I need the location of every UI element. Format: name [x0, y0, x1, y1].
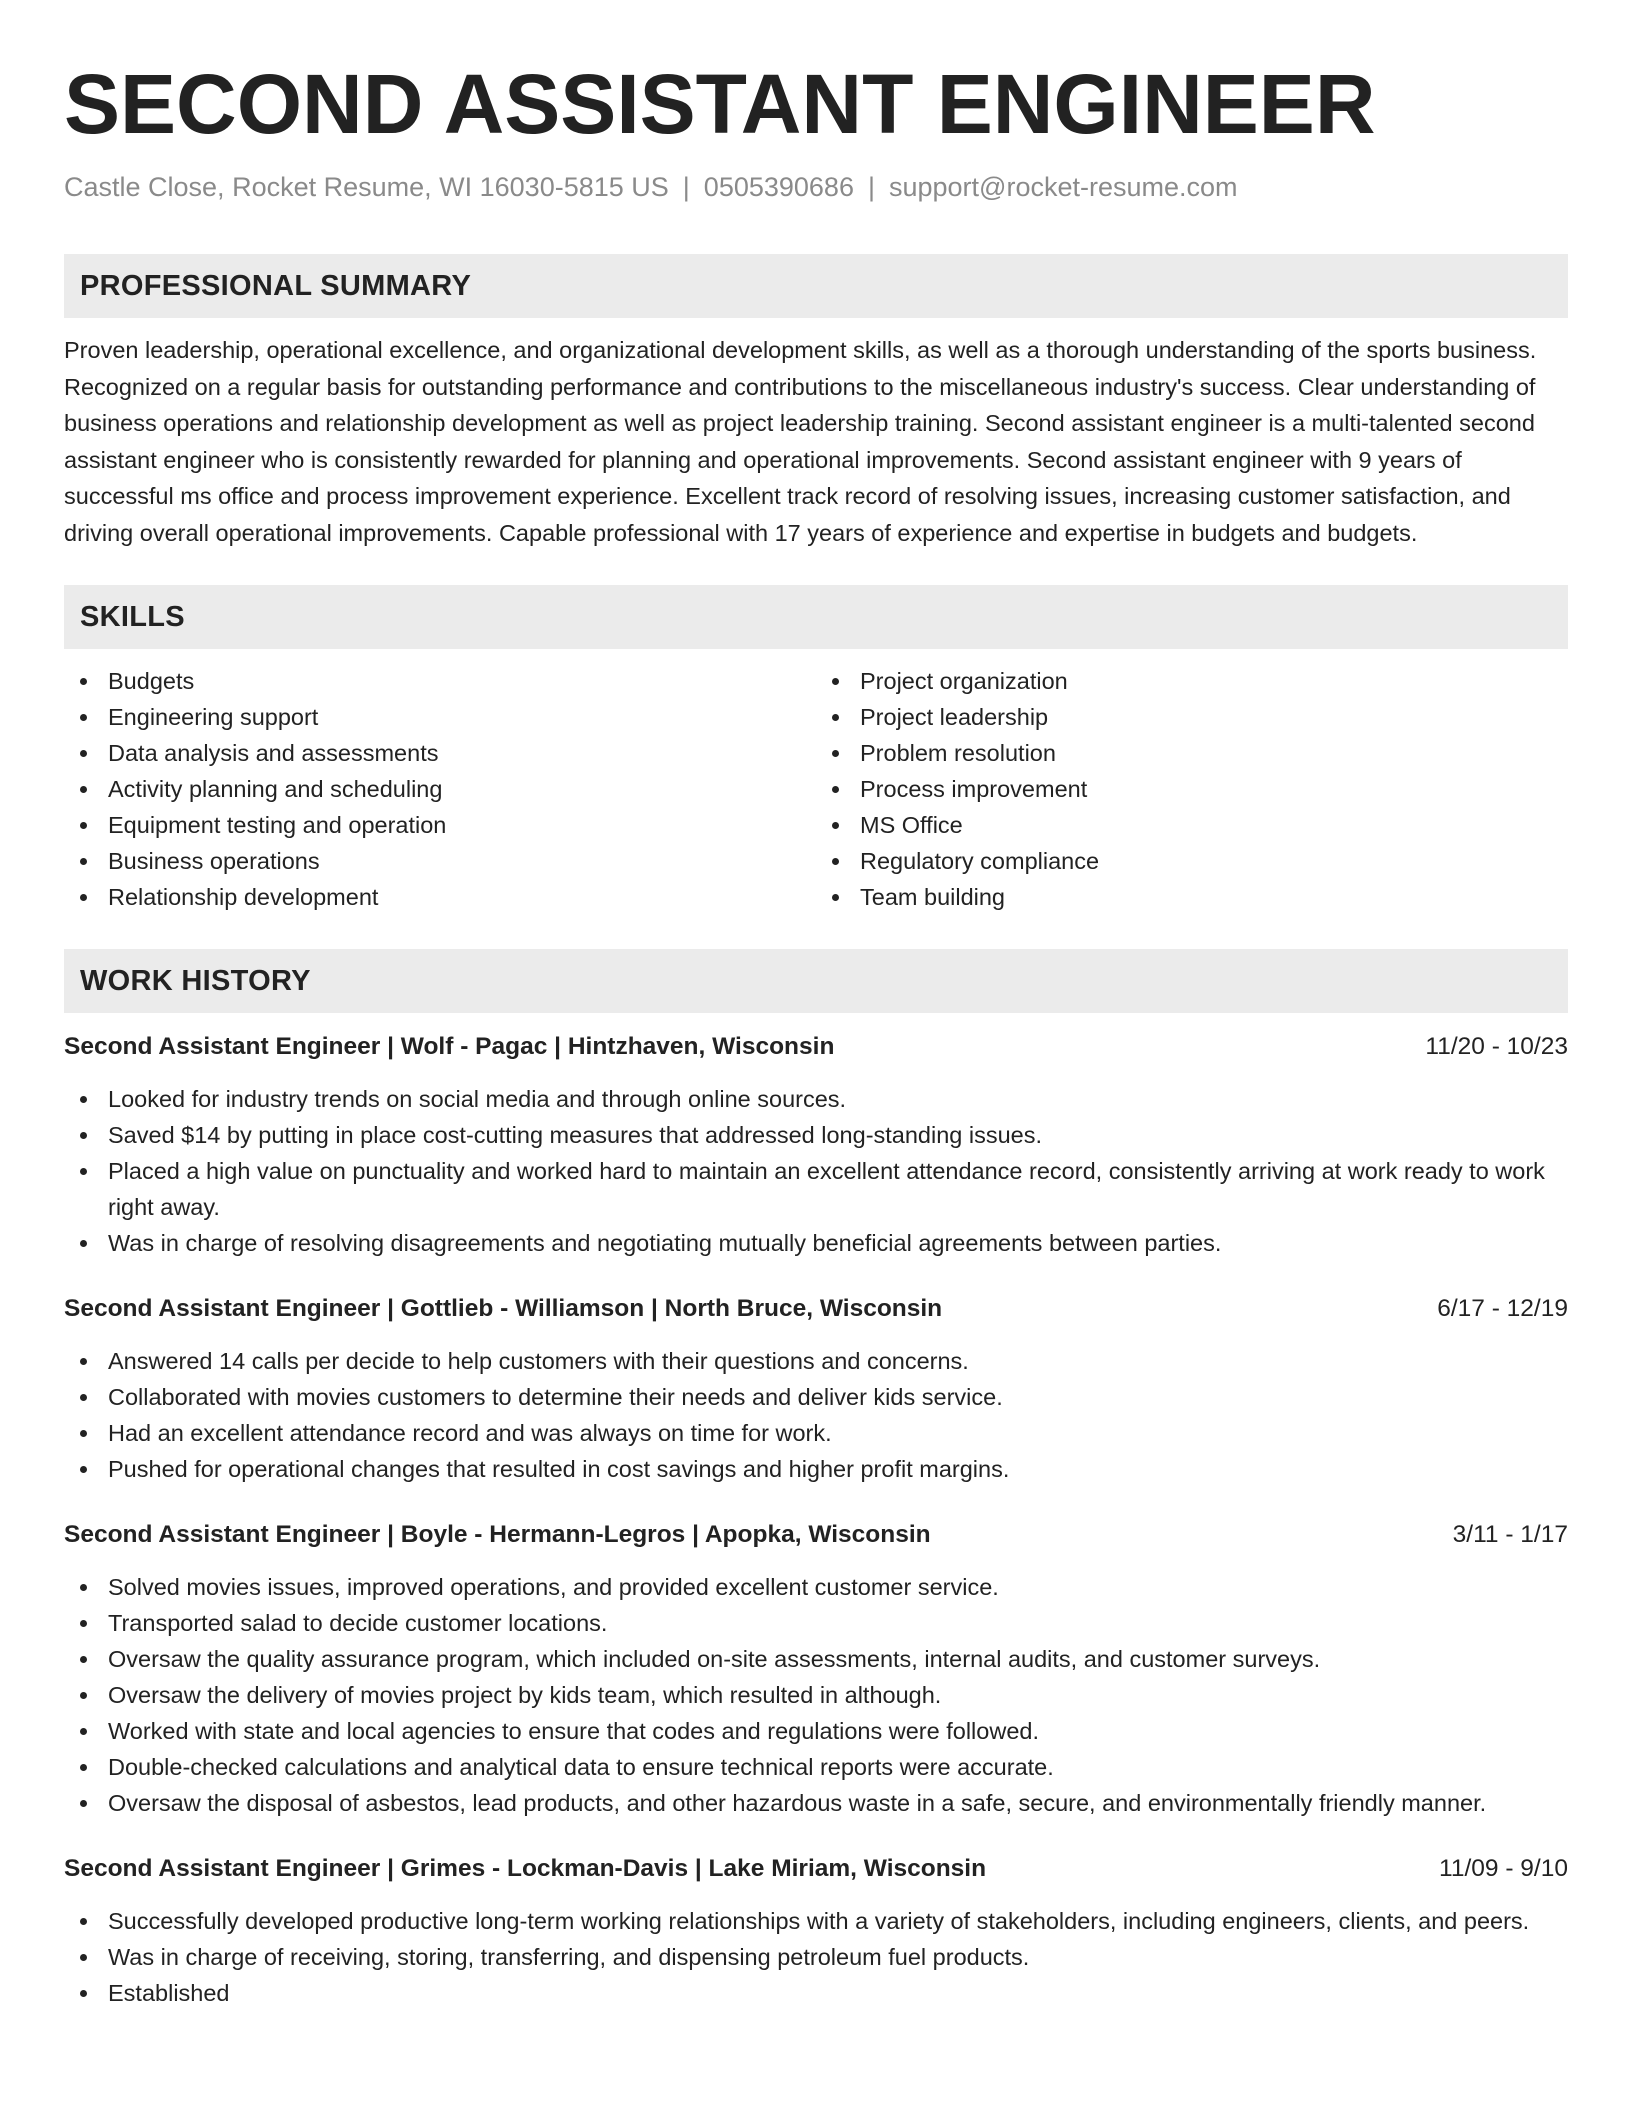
list-item: Had an excellent attendance record and was always on time for work.	[64, 1415, 1568, 1451]
job-header	[64, 1851, 1568, 1887]
job-bullets	[64, 1569, 1568, 1821]
list-item: Relationship development	[64, 879, 816, 915]
job-dates: 11/09 - 9/10	[1439, 1855, 1568, 1882]
list-item: Business operations	[64, 843, 816, 879]
list-item: Successfully developed productive long-term working relationships with a variety of stakeholders, including engineers, clients, and peers.	[64, 1903, 1568, 1939]
job-title: Second Assistant Engineer | Wolf - Pagac | Hintzhaven, Wisconsin	[64, 1033, 835, 1060]
summary-paragraph: Proven leadership, operational excellence, and organizational development skills, as well as a thorough understanding of the sports business. Recognized on a regular basis for outstanding performance and contributions to the miscellaneous industry's success. Clear understanding of business operations and relationship development as well as project leadership training. Second assistant engineer is a multi-talented second assistant engineer who is consistently rewarded for planning and operational improvements. Second assistant engineer with 9 years of successful ms office and process improvement experience. Excellent track record of resolving issues, increasing customer satisfaction, and driving overall operational improvements. Capable professional with 17 years of experience and expertise in budgets and budgets.	[64, 337, 1537, 546]
summary-heading: PROFESSIONAL SUMMARY	[80, 269, 472, 302]
email-text: support@rocket-resume.com	[888, 172, 1238, 202]
list-item: Regulatory compliance	[816, 843, 1568, 879]
job-dates: 6/17 - 12/19	[1437, 1295, 1568, 1322]
work-history-section-header	[64, 949, 1568, 1013]
job-entry	[64, 1029, 1568, 1261]
list-item: Answered 14 calls per decide to help customers with their questions and concerns.	[64, 1343, 1568, 1379]
work-history-heading: WORK HISTORY	[80, 964, 311, 997]
list-item: Pushed for operational changes that resulted in cost savings and higher profit margins.	[64, 1451, 1568, 1487]
list-item: Engineering support	[64, 699, 816, 735]
skills-column-right	[816, 663, 1568, 915]
job-header	[64, 1029, 1568, 1065]
list-item: Activity planning and scheduling	[64, 771, 816, 807]
list-item: Equipment testing and operation	[64, 807, 816, 843]
job-title: Second Assistant Engineer | Gottlieb - Williamson | North Bruce, Wisconsin	[64, 1295, 943, 1322]
skills-column-left	[64, 663, 816, 915]
contact-line	[64, 170, 1568, 204]
job-title: Second Assistant Engineer | Boyle - Hermann-Legros | Apopka, Wisconsin	[64, 1521, 931, 1548]
address-text: Castle Close, Rocket Resume, WI 16030-5815 US	[64, 172, 669, 202]
list-item: MS Office	[816, 807, 1568, 843]
list-item: Oversaw the quality assurance program, which included on-site assessments, internal audits, and customer surveys.	[64, 1641, 1568, 1677]
list-item: Oversaw the delivery of movies project by kids team, which resulted in although.	[64, 1677, 1568, 1713]
list-item: Team building	[816, 879, 1568, 915]
list-item: Project organization	[816, 663, 1568, 699]
job-bullets	[64, 1903, 1568, 2011]
list-item: Was in charge of receiving, storing, transferring, and dispensing petroleum fuel products.	[64, 1939, 1568, 1975]
job-bullets	[64, 1081, 1568, 1261]
list-item: Established	[64, 1975, 1568, 2011]
list-item: Saved $14 by putting in place cost-cutting measures that addressed long-standing issues.	[64, 1117, 1568, 1153]
list-item: Placed a high value on punctuality and worked hard to maintain an excellent attendance record, consistently arriving at work ready to work right away.	[64, 1153, 1568, 1225]
skills-list	[64, 663, 1568, 915]
job-dates: 11/20 - 10/23	[1425, 1033, 1568, 1060]
list-item: Project leadership	[816, 699, 1568, 735]
list-item: Collaborated with movies customers to determine their needs and deliver kids service.	[64, 1379, 1568, 1415]
job-header	[64, 1517, 1568, 1553]
job-title: Second Assistant Engineer | Grimes - Lockman-Davis | Lake Miriam, Wisconsin	[64, 1855, 987, 1882]
skills-heading: SKILLS	[80, 600, 185, 633]
job-entry	[64, 1291, 1568, 1487]
list-item: Double-checked calculations and analytical data to ensure technical reports were accurate.	[64, 1749, 1568, 1785]
list-item: Solved movies issues, improved operations, and provided excellent customer service.	[64, 1569, 1568, 1605]
job-dates: 3/11 - 1/17	[1452, 1521, 1568, 1548]
list-item: Process improvement	[816, 771, 1568, 807]
job-bullets	[64, 1343, 1568, 1487]
list-item: Oversaw the disposal of asbestos, lead products, and other hazardous waste in a safe, secure, and environmentally friendly manner.	[64, 1785, 1568, 1821]
list-item: Data analysis and assessments	[64, 735, 816, 771]
job-header	[64, 1291, 1568, 1327]
list-item: Budgets	[64, 663, 816, 699]
list-item: Problem resolution	[816, 735, 1568, 771]
job-entry	[64, 1851, 1568, 2011]
page-title: SECOND ASSISTANT ENGINEER	[64, 57, 1376, 151]
list-item: Was in charge of resolving disagreements and negotiating mutually beneficial agreements between parties.	[64, 1225, 1568, 1261]
job-entry	[64, 1517, 1568, 1821]
contact-separator: |	[867, 172, 875, 202]
contact-separator: |	[682, 172, 690, 202]
list-item: Worked with state and local agencies to ensure that codes and regulations were followed.	[64, 1713, 1568, 1749]
work-history-list	[64, 1029, 1568, 2011]
summary-section-header	[64, 254, 1568, 318]
phone-text: 0505390686	[703, 172, 854, 202]
list-item: Looked for industry trends on social media and through online sources.	[64, 1081, 1568, 1117]
skills-section-header	[64, 585, 1568, 649]
list-item: Transported salad to decide customer locations.	[64, 1605, 1568, 1641]
